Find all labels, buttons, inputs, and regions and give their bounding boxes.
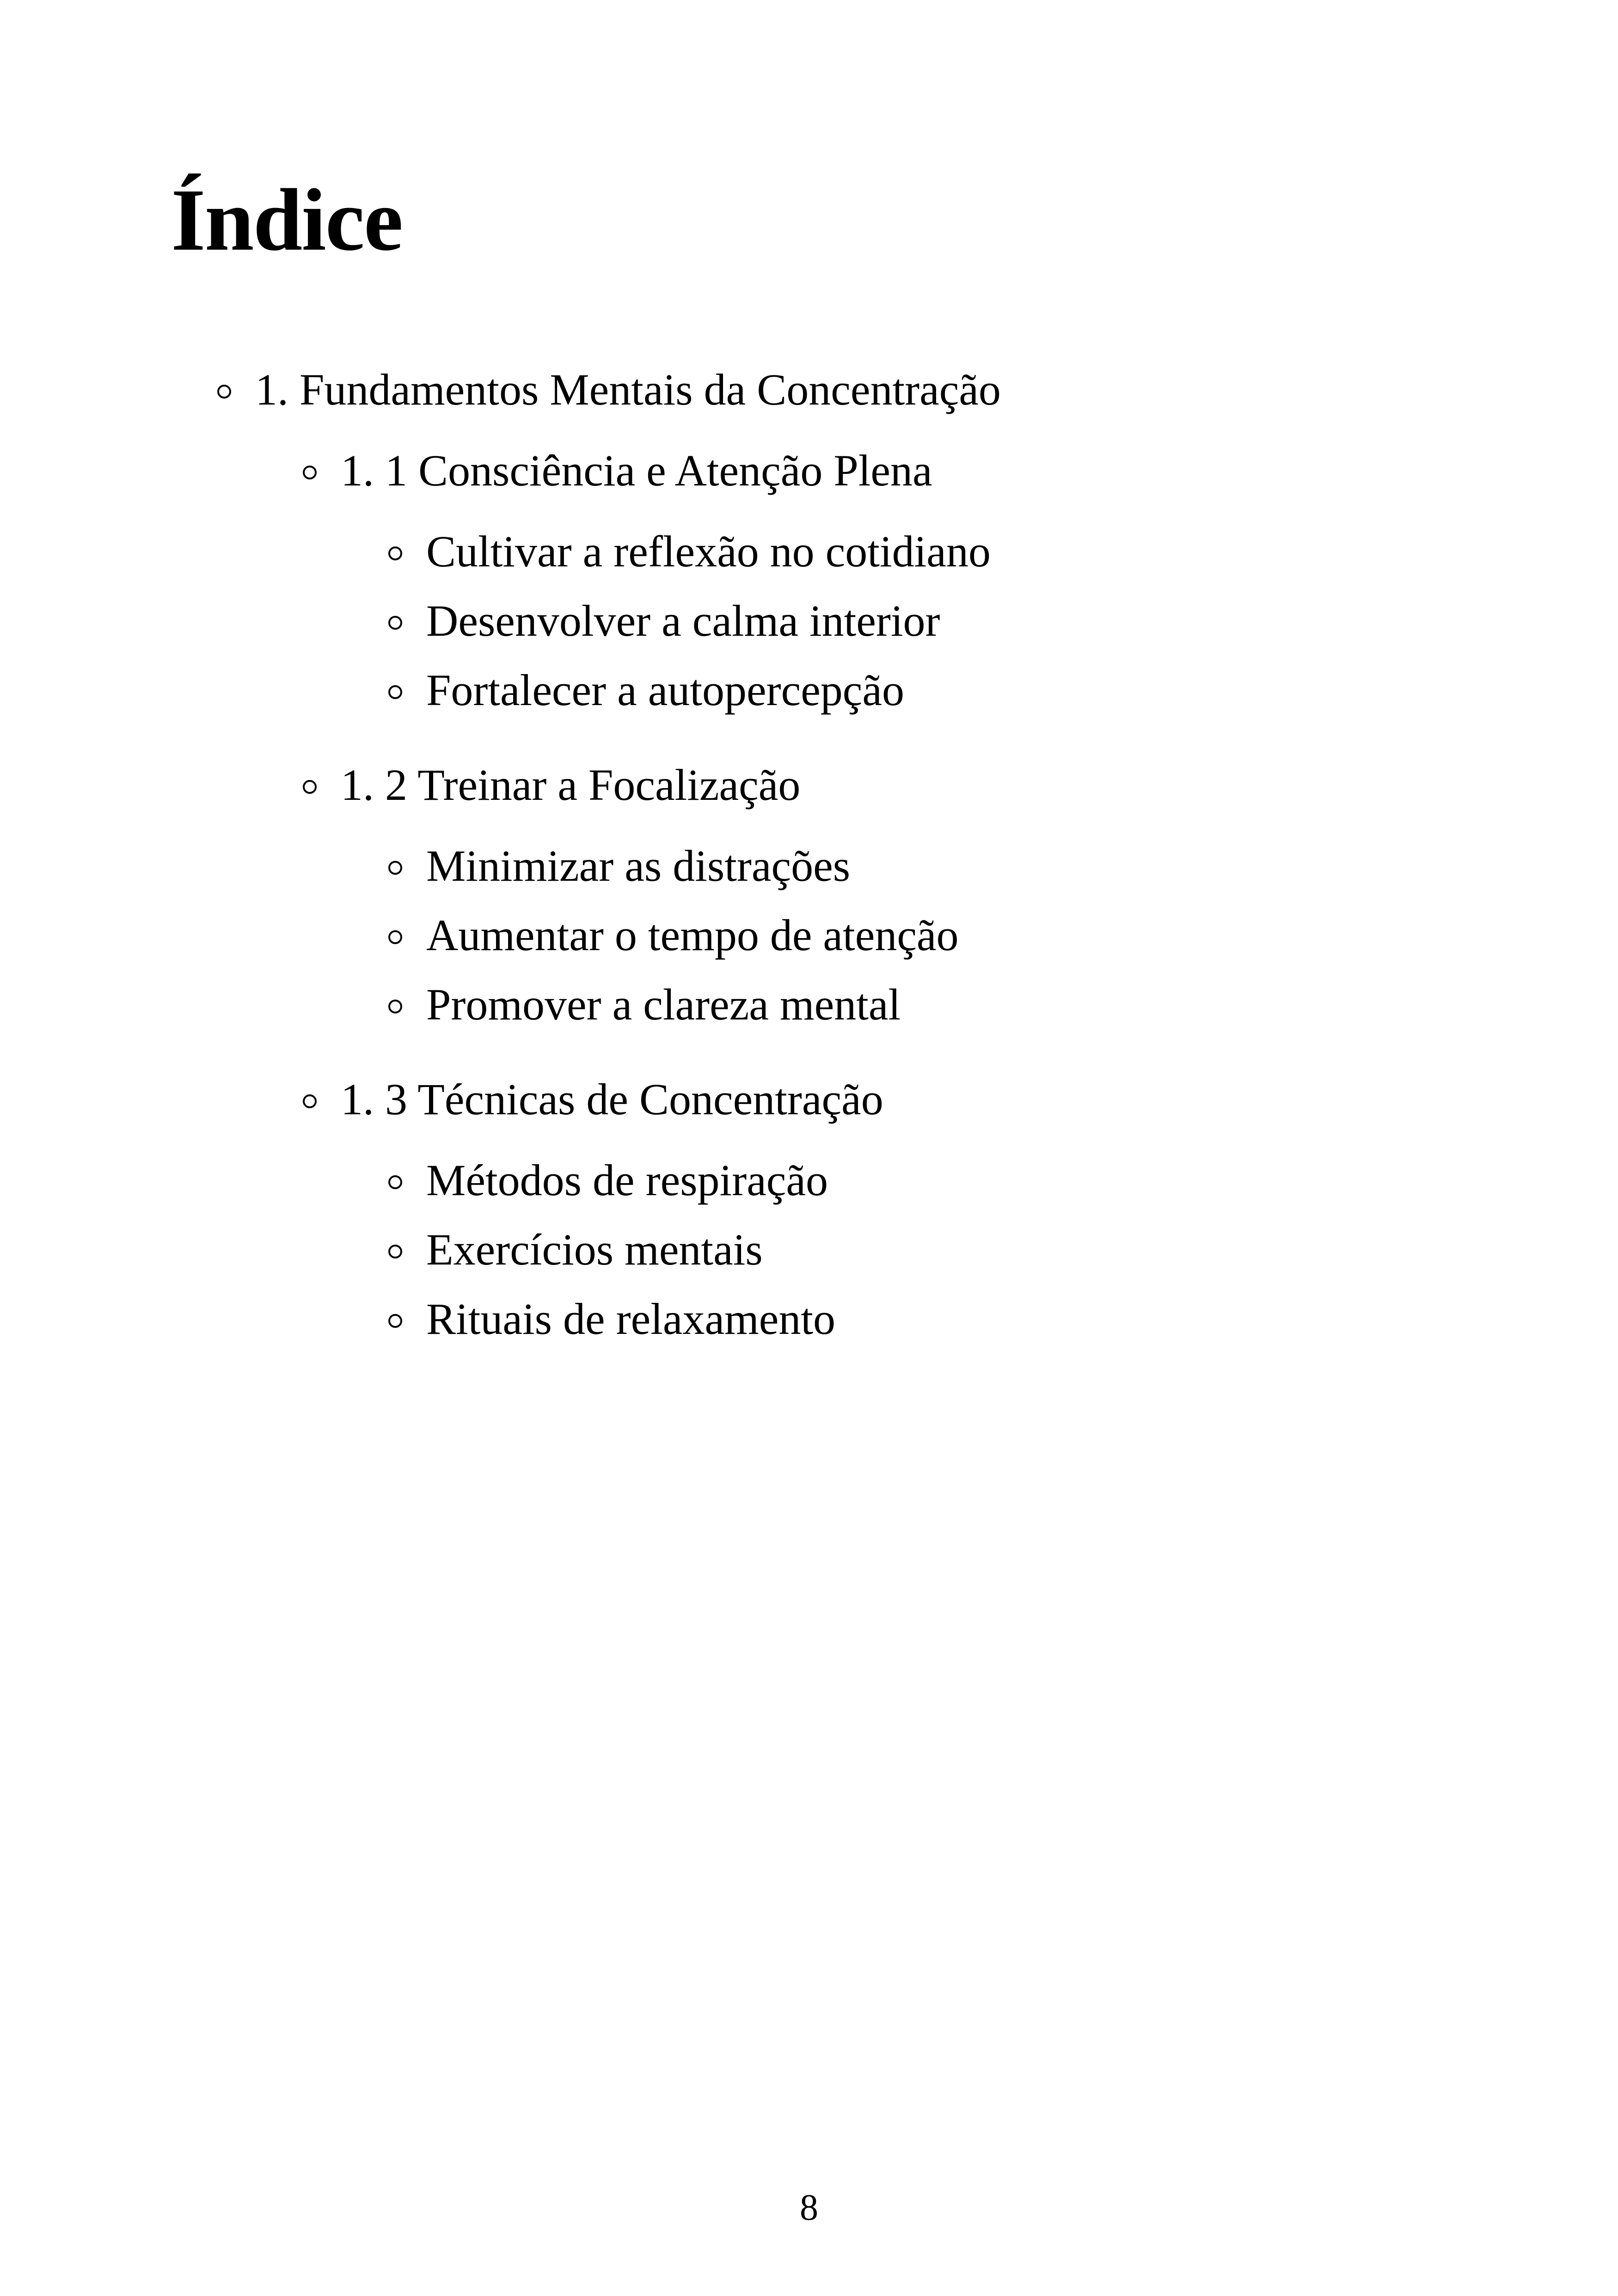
circle-bullet-icon bbox=[217, 385, 231, 399]
toc-section-label: 1. 3 Técnicas de Concentração bbox=[341, 1074, 883, 1124]
toc-item[interactable] bbox=[388, 596, 940, 645]
circle-bullet-icon bbox=[388, 1245, 402, 1259]
toc-item[interactable] bbox=[388, 841, 851, 890]
toc-item-label: Fortalecer a autopercepção bbox=[426, 665, 905, 715]
circle-bullet-icon bbox=[388, 1000, 402, 1013]
toc-section-1-3[interactable] bbox=[303, 1074, 883, 1124]
toc-item[interactable] bbox=[388, 665, 905, 715]
circle-bullet-icon bbox=[388, 546, 402, 560]
toc-item-label: Rituais de relaxamento bbox=[426, 1294, 836, 1344]
toc-section-label: 1. 1 Consciência e Atenção Plena bbox=[341, 446, 932, 495]
toc-item-label: Desenvolver a calma interior bbox=[426, 596, 940, 645]
toc-item-label: Aumentar o tempo de atenção bbox=[426, 910, 959, 960]
toc-section-label: 1. 2 Treinar a Focalização bbox=[341, 760, 801, 810]
toc-section-1-2[interactable] bbox=[303, 760, 801, 810]
circle-bullet-icon bbox=[388, 930, 402, 944]
toc-item-label: Cultivar a reflexão no cotidiano bbox=[426, 527, 991, 576]
circle-bullet-icon bbox=[388, 861, 402, 875]
circle-bullet-icon bbox=[388, 1314, 402, 1328]
page-number: 8 bbox=[800, 2187, 818, 2228]
toc-chapter-label: 1. Fundamentos Mentais da Concentração bbox=[255, 365, 1001, 414]
toc-item-label: Métodos de respiração bbox=[426, 1155, 828, 1205]
toc-item[interactable] bbox=[388, 1294, 836, 1344]
toc-item[interactable] bbox=[388, 910, 959, 960]
circle-bullet-icon bbox=[388, 1175, 402, 1189]
circle-bullet-icon bbox=[388, 685, 402, 699]
circle-bullet-icon bbox=[303, 1094, 317, 1108]
page-title: Índice bbox=[171, 171, 403, 269]
toc-chapter-1[interactable] bbox=[217, 365, 1001, 414]
toc-item[interactable] bbox=[388, 1155, 828, 1205]
toc-section-1-1[interactable] bbox=[303, 448, 932, 493]
toc-item-label: Minimizar as distrações bbox=[426, 841, 851, 890]
toc-item[interactable] bbox=[388, 1225, 763, 1274]
circle-bullet-icon bbox=[303, 466, 317, 479]
toc-item-label: Promover a clareza mental bbox=[426, 980, 901, 1029]
toc-item-label: Exercícios mentais bbox=[426, 1225, 763, 1274]
toc-item[interactable] bbox=[388, 529, 991, 574]
circle-bullet-icon bbox=[388, 616, 402, 630]
circle-bullet-icon bbox=[303, 780, 317, 794]
toc-item[interactable] bbox=[388, 982, 901, 1027]
